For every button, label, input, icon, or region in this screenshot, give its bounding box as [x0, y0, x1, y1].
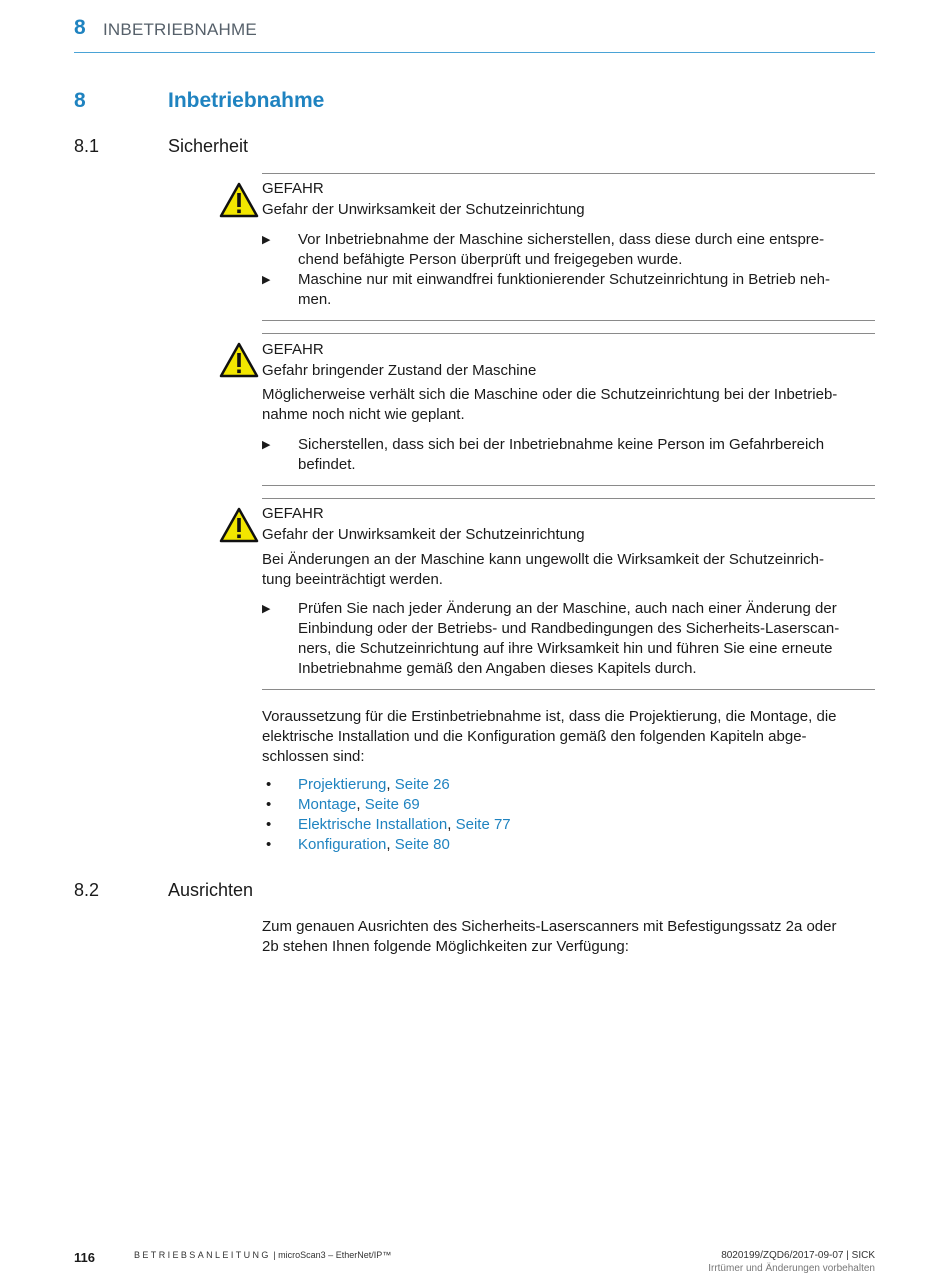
- chapter-link[interactable]: Elektrische Installation: [298, 816, 448, 833]
- link-separator: ,: [447, 816, 456, 833]
- footer-disclaimer: Irrtümer und Änderungen vorbehalten: [708, 1263, 875, 1274]
- warning-triangle-icon: [219, 507, 259, 543]
- warning-instruction: Prüfen Sie nach jeder Änderung an der Maschine, auch nach einer Änderung der Einbindung oder der Betriebs- und Randbedingungen des Sicherheits-Laserscan- ners, die Schutzeinrichtung auf ihre Wirksamkeit hin und führen Sie eine erneute Inbetriebnahme gemäß den Angaben dieses Kapitels durch.: [298, 600, 840, 677]
- warning-label: GEFAHR: [262, 341, 324, 358]
- warning-body: Möglicherweise verhält sich die Maschine oder die Schutzeinrichtung bei der Inbetrieb- nahme noch nicht wie geplant.: [262, 386, 838, 423]
- list-item: [298, 795, 875, 815]
- warning-bottom-rule: [262, 485, 875, 486]
- warning-instruction: Vor Inbetriebnahme der Maschine sicherstellen, dass diese durch eine entspre- chend befähigte Person überprüft und freigegeben wurde.: [298, 231, 825, 268]
- warning-instruction: Maschine nur mit einwandfrei funktionierender Schutzeinrichtung in Betrieb neh- men.: [298, 271, 830, 308]
- footer-doc-type: BETRIEBSANLEITUNG: [134, 1250, 271, 1260]
- list-item: [298, 775, 875, 795]
- chapter-link[interactable]: Projektierung: [298, 776, 387, 793]
- warning-instruction: Sicherstellen, dass sich bei der Inbetriebnahme keine Person im Gefahrbereich befindet.: [298, 436, 825, 473]
- warning-label: GEFAHR: [262, 180, 324, 197]
- warning-triangle-icon: [219, 342, 259, 378]
- section-number: 8.1: [74, 136, 100, 156]
- warning-label: GEFAHR: [262, 505, 324, 522]
- warning-subtitle: Gefahr der Unwirksamkeit der Schutzeinrichtung: [262, 526, 585, 543]
- page-link[interactable]: Seite 77: [455, 816, 511, 833]
- warning-bottom-rule: [262, 320, 875, 321]
- bullet-dot-icon: •: [266, 836, 272, 853]
- link-separator: ,: [386, 836, 395, 853]
- warning-top-rule: [262, 333, 875, 334]
- chapter-title: Inbetriebnahme: [168, 89, 325, 112]
- footer-doc-id: 8020199/ZQD6/2017-09-07 | SICK: [721, 1250, 875, 1261]
- list-item: [298, 835, 875, 855]
- warning-bottom-rule: [262, 689, 875, 690]
- chapter-link[interactable]: Montage: [298, 796, 357, 813]
- running-header-chapter-number: 8: [74, 16, 86, 39]
- warning-subtitle: Gefahr der Unwirksamkeit der Schutzeinrichtung: [262, 201, 585, 218]
- chapter-number: 8: [74, 89, 86, 112]
- section-number: 8.2: [74, 880, 100, 900]
- footer-doc-info: [134, 1250, 391, 1260]
- link-separator: ,: [386, 776, 395, 793]
- bullet-dot-icon: •: [266, 816, 272, 833]
- list-item: [298, 815, 875, 835]
- bullet-arrow-icon: ▶: [262, 603, 271, 615]
- bullet-dot-icon: •: [266, 776, 272, 793]
- bullet-arrow-icon: ▶: [262, 274, 271, 286]
- running-header-chapter-title: INBETRIEBNAHME: [103, 20, 257, 39]
- link-separator: ,: [356, 796, 365, 813]
- section-title: Sicherheit: [168, 136, 249, 156]
- bullet-arrow-icon: ▶: [262, 439, 271, 451]
- warning-subtitle: Gefahr bringender Zustand der Maschine: [262, 362, 537, 379]
- header-divider: [74, 52, 875, 53]
- warning-body: Bei Änderungen an der Maschine kann ungewollt die Wirksamkeit der Schutzeinrich- tung beeinträchtigt werden.: [262, 551, 824, 588]
- bullet-dot-icon: •: [266, 796, 272, 813]
- section-title: Ausrichten: [168, 880, 254, 900]
- warning-triangle-icon: [219, 182, 259, 218]
- warning-top-rule: [262, 498, 875, 499]
- bullet-arrow-icon: ▶: [262, 234, 271, 246]
- chapter-link[interactable]: Konfiguration: [298, 836, 387, 853]
- warning-top-rule: [262, 173, 875, 174]
- page-link[interactable]: Seite 80: [394, 836, 450, 853]
- section-paragraph: Zum genauen Ausrichten des Sicherheits-Laserscanners mit Befestigungssatz 2a oder 2b stehen Ihnen folgende Möglichkeiten zur Verfügung:: [262, 918, 837, 955]
- page-number: 116: [74, 1250, 95, 1265]
- footer-product: | microScan3 – EtherNet/IP™: [270, 1250, 392, 1260]
- page-link[interactable]: Seite 69: [364, 796, 420, 813]
- prerequisite-paragraph: Voraussetzung für die Erstinbetriebnahme ist, dass die Projektierung, die Montage, die elektrische Installation und die Konfiguration gemäß den folgenden Kapiteln abge- schlossen sind:: [262, 708, 837, 765]
- page-link[interactable]: Seite 26: [394, 776, 450, 793]
